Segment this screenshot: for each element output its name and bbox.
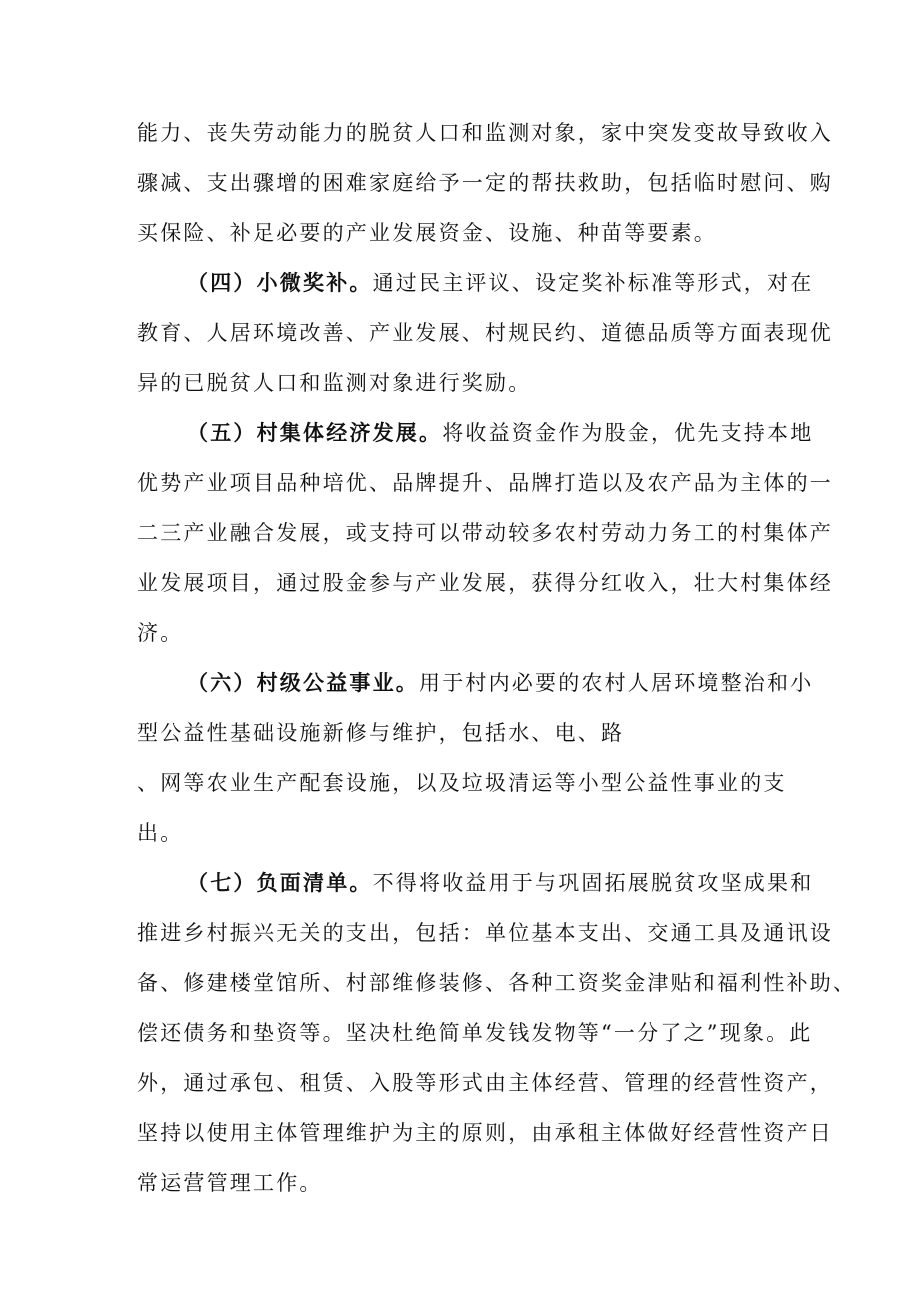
body-line: 推进乡村振兴无关的支出，包括：单位基本支出、交通工具及通讯设 (137, 921, 833, 945)
section-heading: （七）负面清单。 (187, 871, 373, 895)
body-text: 用于村内必要的农村人居环境整治和小 (419, 671, 814, 695)
paragraph-first-line (187, 668, 813, 698)
body-line: 业发展项目，通过股金参与产业发展，获得分红收入，壮大村集体经 (137, 571, 833, 595)
body-line: 、网等农业生产配套设施，以及垃圾清运等小型公益性事业的支 (137, 771, 787, 795)
body-text: 不得将收益用于与巩固拓展脱贫攻坚成果和 (372, 871, 814, 895)
body-line: 能力、丧失劳动能力的脱贫人口和监测对象，家中突发变故导致收入 (137, 121, 833, 145)
body-line: 异的已脱贫人口和监测对象进行奖励。 (137, 371, 532, 395)
body-line: 备、修建楼堂馆所、村部维修装修、各种工资奖金津贴和福利性补助、 (137, 971, 857, 995)
paragraph-first-line (187, 868, 813, 898)
body-text: 通过民主评议、设定奖补标准等形式，对在 (372, 271, 814, 295)
body-text: 将收益资金作为股金，优先支持本地 (442, 421, 814, 445)
body-line: 型公益性基础设施新修与维护，包括水、电、路 (137, 721, 625, 745)
body-line: 优势产业项目品种培优、品牌提升、品牌打造以及农产品为主体的一 (137, 471, 833, 495)
body-line: 坚持以使用主体管理维护为主的原则，由承租主体做好经营性资产日 (137, 1121, 833, 1145)
body-line: 济。 (137, 621, 184, 645)
section-heading: （五）村集体经济发展。 (187, 421, 443, 445)
body-line: 买保险、补足必要的产业发展资金、设施、种苗等要素。 (137, 221, 717, 245)
paragraph-first-line (187, 418, 813, 448)
body-line: 常运营管理工作。 (137, 1171, 323, 1195)
body-line: 外，通过承包、租赁、入股等形式由主体经营、管理的经营性资产， (137, 1071, 833, 1095)
body-line: 出。 (137, 821, 184, 845)
section-heading: （四）小微奖补。 (187, 271, 373, 295)
body-line: 教育、人居环境改善、产业发展、村规民约、道德品质等方面表现优 (137, 321, 833, 345)
paragraph-first-line (187, 268, 813, 298)
section-heading: （六）村级公益事业。 (187, 671, 419, 695)
body-line: 骤减、支出骤增的困难家庭给予一定的帮扶救助，包括临时慰问、购 (137, 171, 833, 195)
body-line: 二三产业融合发展，或支持可以带动较多农村劳动力务工的村集体产 (137, 521, 833, 545)
body-line: 偿还债务和垫资等。坚决杜绝简单发钱发物等“一分了之”现象。此 (137, 1021, 813, 1045)
